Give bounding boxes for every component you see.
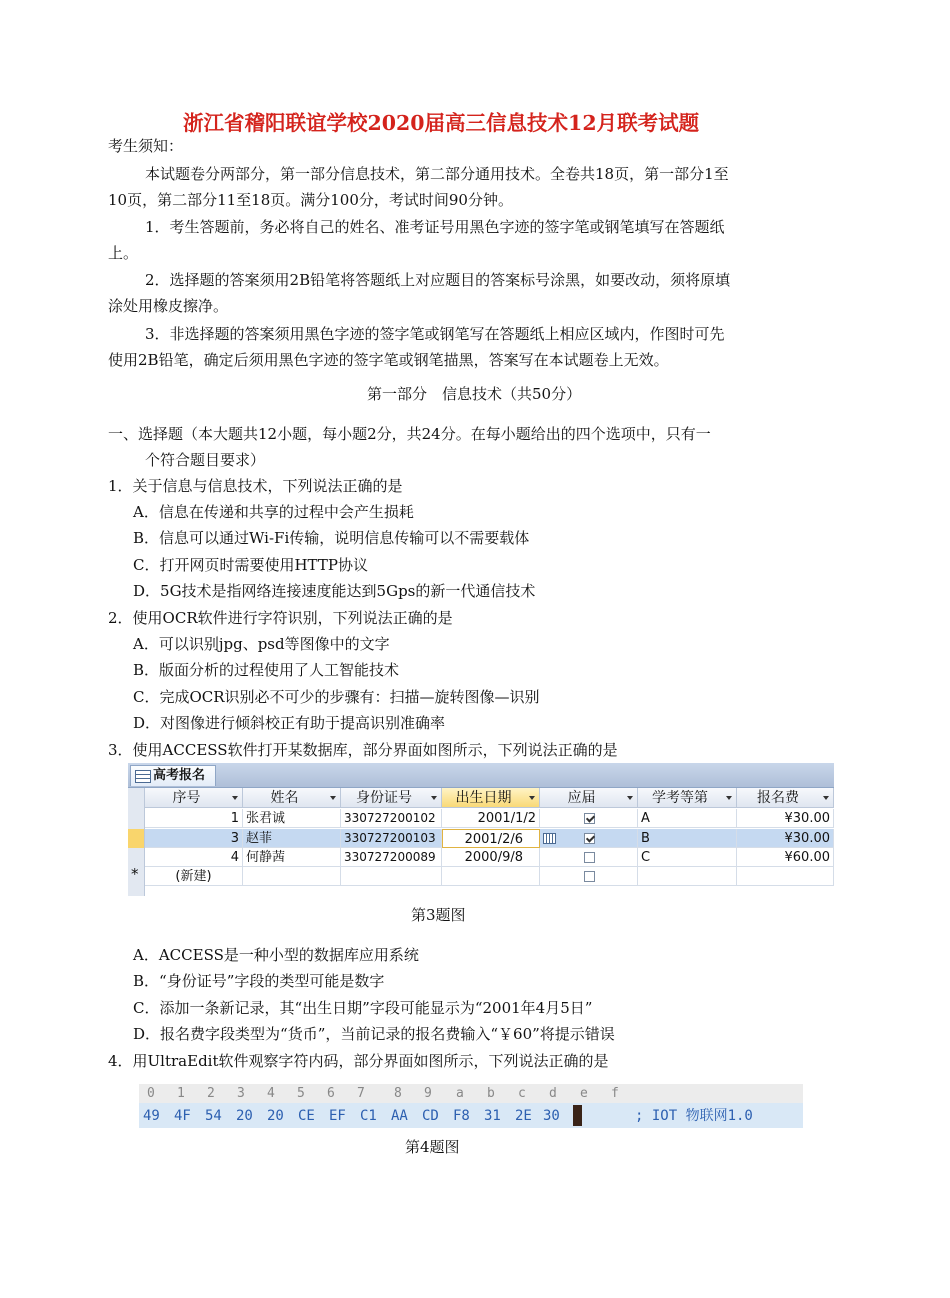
hex-col: d [549, 1086, 557, 1101]
column-header-birth[interactable]: 出生日期 [442, 788, 540, 808]
hex-column-header [139, 1084, 803, 1103]
q2-option-d: D．对图像进行倾斜校正有助于提高识别准确率 [133, 714, 446, 732]
cell-new-record[interactable]: (新建) [145, 867, 243, 886]
notice-line: 1．考生答题前，务必将自己的姓名、准考证号用黑色字迹的签字笔或钢笔填写在答题纸 [145, 218, 725, 236]
cell-birth-value: 2001/2/6 [464, 832, 523, 847]
notice-line: 涂处用橡皮擦净。 [108, 297, 229, 315]
cell-fee[interactable]: ¥30.00 [737, 809, 834, 828]
ultraedit-hex-figure [139, 1084, 803, 1128]
cell-id[interactable]: 4 [145, 848, 243, 867]
q3-stem: 3．使用ACCESS软件打开某数据库，部分界面如图所示，下列说法正确的是 [108, 741, 618, 759]
hex-byte[interactable]: 30 [543, 1108, 560, 1124]
notice-line: 3．非选择题的答案须用黑色字迹的签字笔或钢笔写在答题纸上相应区域内，作图时可先 [145, 325, 725, 343]
hex-byte[interactable]: EF [329, 1108, 346, 1124]
section-heading-cont: 个符合题目要求） [145, 451, 266, 469]
cell-fresh[interactable] [540, 867, 638, 886]
cell-birth-active[interactable] [442, 829, 540, 848]
hex-col: 8 [394, 1086, 402, 1101]
hex-byte[interactable]: CE [298, 1108, 315, 1124]
cell-empty[interactable] [442, 867, 540, 886]
q3-option-b: B．“身份证号”字段的类型可能是数字 [133, 972, 385, 990]
hex-byte[interactable]: 49 [143, 1108, 160, 1124]
hex-byte[interactable]: 20 [267, 1108, 284, 1124]
hex-col: 2 [207, 1086, 215, 1101]
hex-col: 7 [357, 1086, 365, 1101]
cell-fresh[interactable] [540, 848, 638, 867]
notice-line: 10页，第二部分11至18页。满分100分，考试时间90分钟。 [108, 191, 513, 209]
hex-col: 5 [297, 1086, 305, 1101]
datasheet-grid [128, 788, 834, 896]
column-header-fresh[interactable]: 应届 [540, 788, 638, 808]
cell-id[interactable]: 3 [145, 829, 243, 848]
chevron-down-icon [431, 796, 437, 800]
cell-empty[interactable] [638, 867, 737, 886]
chevron-down-icon [232, 796, 238, 800]
q2-option-c: C．完成OCR识别必不可少的步骤有：扫描—旋转图像—识别 [133, 688, 540, 706]
q1-stem: 1．关于信息与信息技术，下列说法正确的是 [108, 477, 403, 495]
q1-option-a: A．信息在传递和共享的过程中会产生损耗 [133, 503, 414, 521]
hex-byte[interactable]: AA [391, 1108, 408, 1124]
page-title: 浙江省稽阳联谊学校2020届高三信息技术12月联考试题 [183, 111, 700, 135]
chevron-down-icon [529, 796, 535, 800]
cell-idno[interactable]: 330727200103 [341, 829, 442, 848]
chevron-down-icon [330, 796, 336, 800]
q4-figure-caption: 第4题图 [405, 1138, 460, 1156]
q1-option-d: D．5G技术是指网络连接速度能达到5Gps的新一代通信技术 [133, 582, 536, 600]
hex-col: 6 [327, 1086, 335, 1101]
cell-grade[interactable]: A [638, 809, 737, 828]
checkbox-unchecked[interactable] [584, 871, 595, 882]
column-header-id[interactable]: 序号 [145, 788, 243, 808]
checkbox-checked[interactable] [584, 813, 595, 824]
notice-line: 2．选择题的答案须用2B铅笔将答题纸上对应题目的答案标号涂黑，如要改动，须将原填 [145, 271, 731, 289]
column-header-grade[interactable]: 学考等第 [638, 788, 737, 808]
cell-grade[interactable]: B [638, 829, 737, 848]
q2-stem: 2．使用OCR软件进行字符识别，下列说法正确的是 [108, 609, 453, 627]
cell-idno[interactable]: 330727200102 [341, 809, 442, 828]
hex-col: 1 [177, 1086, 185, 1101]
cell-name[interactable]: 赵菲 [243, 829, 341, 848]
text-cursor [573, 1105, 582, 1126]
tab-label: 高考报名 [153, 768, 206, 783]
hex-col: 0 [147, 1086, 155, 1101]
cell-fresh[interactable] [540, 809, 638, 828]
hex-byte[interactable]: 2E [515, 1108, 532, 1124]
hex-byte[interactable]: F8 [453, 1108, 470, 1124]
hex-byte[interactable]: CD [422, 1108, 439, 1124]
cell-idno[interactable]: 330727200089 [341, 848, 442, 867]
cell-empty[interactable] [341, 867, 442, 886]
chevron-down-icon [627, 796, 633, 800]
notice-heading: 考生须知： [108, 137, 184, 155]
cell-birth[interactable]: 2000/9/8 [442, 848, 540, 867]
column-header-name[interactable]: 姓名 [243, 788, 341, 808]
chevron-down-icon [726, 796, 732, 800]
cell-empty[interactable] [737, 867, 834, 886]
access-datasheet-figure [128, 763, 834, 896]
q3-figure-caption: 第3题图 [411, 906, 466, 924]
hex-col: e [580, 1086, 588, 1101]
column-header-idno[interactable]: 身份证号 [341, 788, 442, 808]
hex-col: b [487, 1086, 495, 1101]
hex-data-row [139, 1103, 803, 1128]
checkbox-checked[interactable] [584, 833, 595, 844]
cell-fresh[interactable] [540, 829, 638, 848]
checkbox-unchecked[interactable] [584, 852, 595, 863]
new-record-marker: * [131, 865, 139, 883]
current-record-selector[interactable] [128, 829, 144, 848]
hex-col: 9 [424, 1086, 432, 1101]
cell-name[interactable]: 张君诚 [243, 809, 341, 828]
q3-option-a: A．ACCESS是一种小型的数据库应用系统 [133, 946, 419, 964]
q3-option-c: C．添加一条新记录，其“出生日期”字段可能显示为“2001年4月5日” [133, 999, 593, 1017]
q4-stem: 4．用UltraEdit软件观察字符内码，部分界面如图所示，下列说法正确的是 [108, 1052, 609, 1070]
access-tab-bar [128, 763, 834, 788]
hex-byte[interactable]: 54 [205, 1108, 222, 1124]
notice-line: 本试题卷分两部分，第一部分信息技术，第二部分通用技术。全卷共18页，第一部分1至 [145, 165, 729, 183]
cell-name[interactable]: 何静茜 [243, 848, 341, 867]
cell-fee[interactable]: ¥60.00 [737, 848, 834, 867]
notice-line: 上。 [108, 244, 139, 262]
column-header-fee[interactable]: 报名费 [737, 788, 834, 808]
cell-id[interactable]: 1 [145, 809, 243, 828]
hex-byte[interactable]: 4F [174, 1108, 191, 1124]
hex-col: a [456, 1086, 464, 1101]
tab-gaokao-baoming[interactable] [130, 765, 216, 786]
notice-line: 使用2B铅笔，确定后须用黑色字迹的签字笔或钢笔描黑，答案写在本试题卷上无效。 [108, 351, 669, 369]
cell-grade[interactable]: C [638, 848, 737, 867]
cell-fee[interactable]: ¥30.00 [737, 829, 834, 848]
hex-col: 4 [267, 1086, 275, 1101]
hex-byte[interactable]: 20 [236, 1108, 253, 1124]
hex-col: f [611, 1086, 619, 1101]
q2-option-a: A．可以识别jpg、psd等图像中的文字 [133, 635, 390, 653]
q1-option-c: C．打开网页时需要使用HTTP协议 [133, 556, 368, 574]
q1-option-b: B．信息可以通过Wi-Fi传输，说明信息传输可以不需要载体 [133, 529, 530, 547]
hex-col: c [518, 1086, 526, 1101]
section-heading: 一、选择题（本大题共12小题，每小题2分，共24分。在每小题给出的四个选项中，只有一 [108, 425, 711, 443]
chevron-down-icon [823, 796, 829, 800]
hex-byte[interactable]: 31 [484, 1108, 501, 1124]
hex-byte[interactable]: C1 [360, 1108, 377, 1124]
cell-birth[interactable]: 2001/1/2 [442, 809, 540, 828]
part-heading: 第一部分 信息技术（共50分） [367, 385, 582, 403]
ascii-text-column[interactable]: ; IOT 物联网1.0 [635, 1108, 753, 1124]
hex-col: 3 [237, 1086, 245, 1101]
q2-option-b: B．版面分析的过程使用了人工智能技术 [133, 661, 400, 679]
q3-option-d: D．报名费字段类型为“货币”，当前记录的报名费输入“￥60”将提示错误 [133, 1025, 615, 1043]
cell-empty[interactable] [243, 867, 341, 886]
table-icon [135, 770, 151, 783]
